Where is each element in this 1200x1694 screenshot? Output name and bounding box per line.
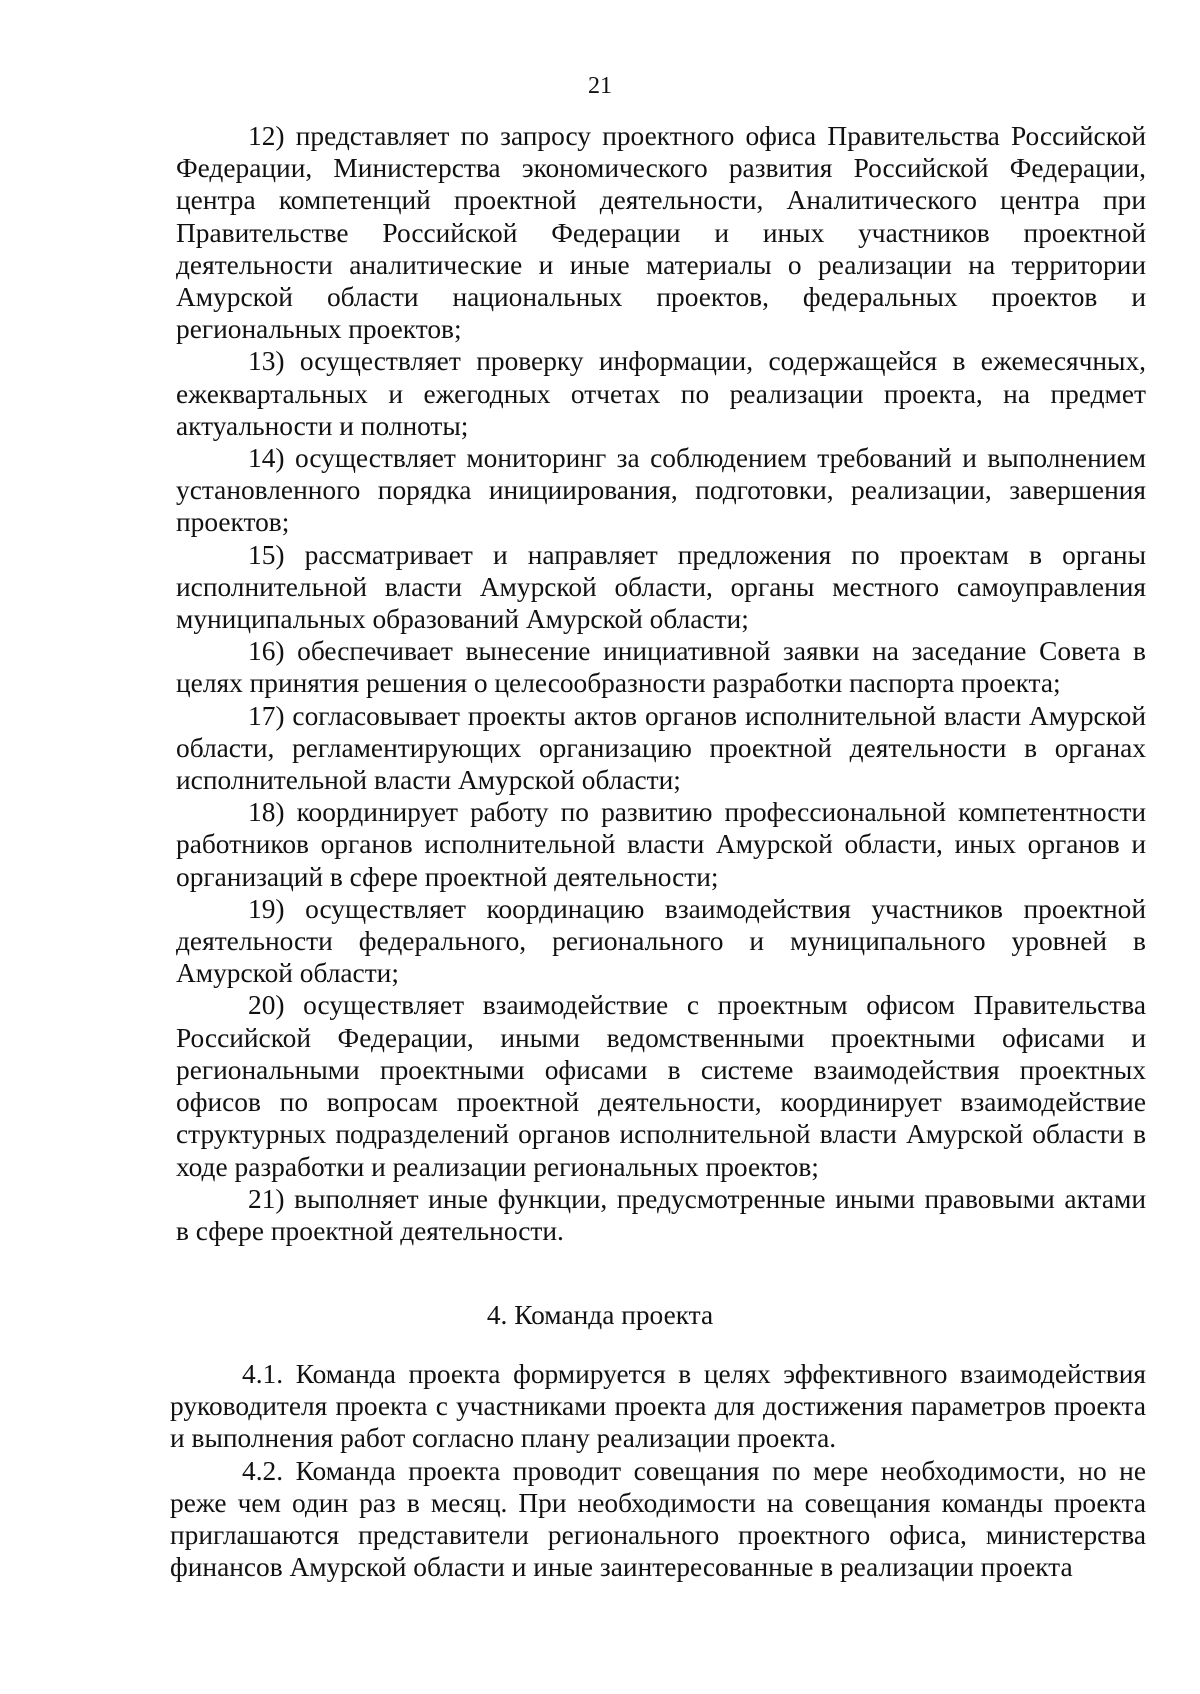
section-heading: 4. Команда проекта [486, 1300, 714, 1330]
list-item-14: 14) осуществляет мониторинг за соблюдением требований и выполнением установленного порядка инициирования, подготовки, реализации, завершения проектов; [176, 443, 1146, 538]
list-item-20: 20) осуществляет взаимодействие с проектным офисом Правительства Российской Федерации, иными ведомственными проектными офисами и региональными проектными офисами в системе взаимодействия проектных офисов по вопросам проектной деятельности, координирует взаимодействие структурных подразделений органов исполнительной власти Амурской области в ходе разработки и реализации региональных проектов; [176, 990, 1146, 1182]
section-paragraph-4-1: 4.1. Команда проекта формируется в целях эффективного взаимодействия руководителя проекта с участниками проекта для достижения параметров проекта и выполнения работ согласно плану реализации проекта. [170, 1359, 1146, 1454]
list-item-21: 21) выполняет иные функции, предусмотренные иными правовыми актами в сфере проектной деятельности. [176, 1183, 1146, 1246]
page-number: 21 [588, 73, 612, 99]
list-item-19: 19) осуществляет координацию взаимодействия участников проектной деятельности федерального, регионального и муниципального уровней в Амурской области; [176, 893, 1146, 989]
list-item-18: 18) координирует работу по развитию профессиональной компетентности работников органов исполнительной власти Амурской области, иных органов и организаций в сфере проектной деятельности; [176, 797, 1146, 892]
list-item-13: 13) осуществляет проверку информации, содержащейся в ежемесячных, ежеквартальных и ежегодных отчетах по реализации проекта, на предмет актуальности и полноты; [176, 346, 1146, 441]
functions-list [176, 120, 1146, 1247]
list-item-17: 17) согласовывает проекты актов органов исполнительной власти Амурской области, регламентирующих организацию проектной деятельности в органах исполнительной власти Амурской области; [176, 700, 1146, 796]
list-item-16: 16) обеспечивает вынесение инициативной заявки на заседание Совета в целях принятия решения о целесообразности разработки паспорта проекта; [176, 636, 1146, 699]
section-paragraph-4-2: 4.2. Команда проекта проводит совещания по мере необходимости, но не реже чем один раз в месяц. При необходимости на совещания команды проекта приглашаются представители регионального проектного офиса, министерства финансов Амурской области и иные заинтересованные в реализации проекта [170, 1455, 1146, 1583]
list-item-15: 15) рассматривает и направляет предложения по проектам в органы исполнительной власти Амурской области, органы местного самоуправления муниципальных образований Амурской области; [176, 539, 1146, 635]
section-body [170, 1358, 1146, 1583]
list-item-12: 12) представляет по запросу проектного офиса Правительства Российской Федерации, Министерства экономического развития Российской Федерации, центра компетенций проектной деятельности, Аналитического центра при Правительстве Российской Федерации и иных участников проектной деятельности аналитические и иные материалы о реализации на территории Амурской области национальных проектов, федеральных проектов и региональных проектов; [176, 121, 1146, 345]
